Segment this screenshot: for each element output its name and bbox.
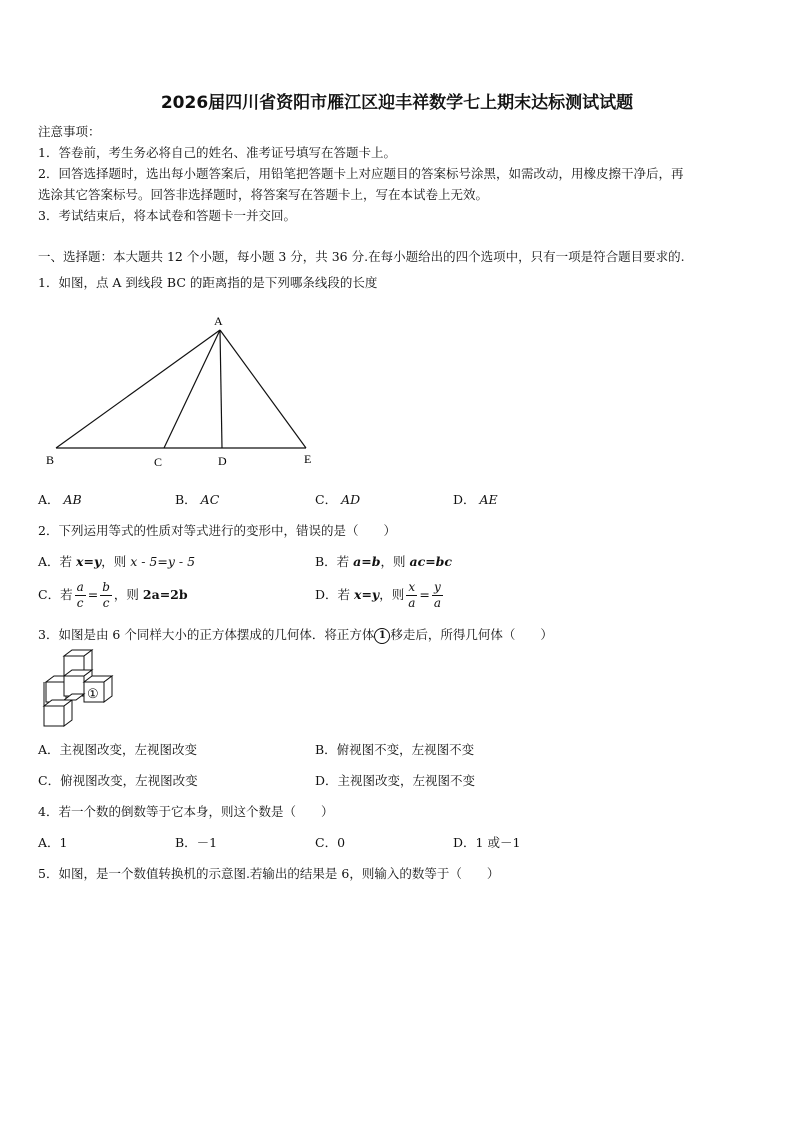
notice-item-2: 2．回答选择题时，选出每小题答案后，用铅笔把答题卡上对应题目的答案标号涂黑，如需改动，用橡皮擦干净后，再	[38, 166, 684, 181]
notice-item-1: 1．答卷前，考生务必将自己的姓名、准考证号填写在答题卡上。	[38, 145, 396, 160]
question-5-stem: 5．如图，是一个数值转换机的示意图.若输出的结果是 6，则输入的数等于（ ）	[38, 866, 500, 881]
q4-option-a[interactable]: A．1	[38, 835, 68, 850]
fraction-a-over-c: $\frac{a}{c}$	[76, 580, 84, 610]
cubes-figure	[36, 648, 126, 732]
label-d: D	[218, 454, 227, 468]
q2-option-d[interactable]: D．若 x=y，则 $\frac{x}{a}$ = $\frac{y}{a}$	[315, 580, 442, 610]
label-a: A	[214, 314, 223, 328]
cube-one-label: ①	[87, 686, 99, 701]
circled-number-icon: 1	[374, 628, 390, 644]
fraction-b-over-c: $\frac{b}{c}$	[102, 580, 110, 610]
q4-option-c[interactable]: C．0	[315, 835, 346, 850]
fraction-x-over-a: $\frac{x}{a}$	[408, 580, 416, 610]
question-4-stem: 4．若一个数的倒数等于它本身，则这个数是（ ）	[38, 804, 334, 819]
section-heading: 一、选择题：本大题共 12 个小题，每小题 3 分，共 36 分.在每小题给出的四个选项中，只有一项是符合题目要求的.	[38, 249, 685, 264]
q2-option-a[interactable]: A．若 x=y，则 x - 5=y - 5	[38, 554, 196, 569]
q3-option-a[interactable]: A．主视图改变，左视图改变	[38, 742, 198, 757]
q4-option-d[interactable]: D．1 或－1	[453, 835, 521, 850]
page-title: 2026届四川省资阳市雁江区迎丰祥数学七上期末达标测试试题	[160, 93, 634, 113]
label-c: C	[154, 455, 163, 469]
q2-option-b[interactable]: B．若 a=b，则 ac=bc	[315, 554, 453, 569]
label-e: E	[304, 452, 312, 466]
q1-option-a[interactable]: A． AB	[38, 492, 82, 507]
q3-option-c[interactable]: C．俯视图改变，左视图改变	[38, 773, 198, 788]
q3-option-b[interactable]: B．俯视图不变，左视图不变	[315, 742, 475, 757]
q3-option-d[interactable]: D．主视图改变，左视图不变	[315, 773, 476, 788]
q1-option-c[interactable]: C． AD	[315, 492, 361, 507]
question-2-stem: 2．下列运用等式的性质对等式进行的变形中，错误的是（ ）	[38, 523, 396, 538]
notice-header: 注意事项：	[38, 124, 101, 139]
fraction-y-over-a: $\frac{y}{a}$	[433, 580, 442, 610]
label-b: B	[46, 453, 55, 467]
question-3-stem: 3．如图是由 6 个同样大小的正方体摆成的几何体．将正方体 1 移走后，所得几何体（ ）	[38, 627, 553, 642]
q4-option-b[interactable]: B．－1	[175, 835, 218, 850]
triangle-figure	[40, 308, 330, 476]
q2-option-c[interactable]: C．若 $\frac{a}{c}$ = $\frac{b}{c}$ ，则 2a=2b	[38, 580, 188, 610]
q1-option-d[interactable]: D． AE	[453, 492, 498, 507]
notice-item-3: 3．考试结束后，将本试卷和答题卡一并交回。	[38, 208, 296, 223]
notice-item-2-cont: 选涂其它答案标号。回答非选择题时，将答案写在答题卡上，写在本试卷上无效。	[38, 187, 489, 202]
question-1-stem: 1．如图，点 A 到线段 BC 的距离指的是下列哪条线段的长度	[38, 275, 378, 290]
q1-option-b[interactable]: B． AC	[175, 492, 220, 507]
